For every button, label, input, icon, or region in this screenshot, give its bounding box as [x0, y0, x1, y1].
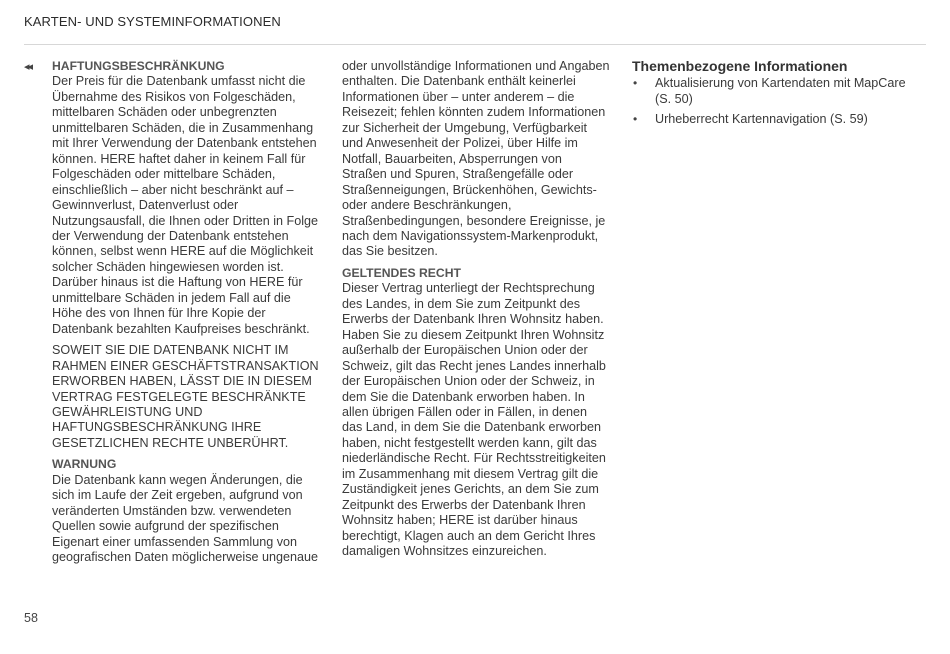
- bullet-icon: •: [633, 76, 638, 90]
- related-link-label[interactable]: Aktualisierung von Kartendaten mit MapCare (S. 50): [655, 76, 906, 106]
- bullet-icon: •: [633, 112, 638, 126]
- heading-geltendes-recht: GELTENDES RECHT: [342, 265, 461, 280]
- column-left: [52, 59, 320, 566]
- page-number: 58: [24, 611, 38, 625]
- paragraph-warning-continued: oder unvollständige Informationen und Angaben enthalten. Die Datenbank enthält keinerlei Informationen über – unter anderem – die Reisezeit; fehlen könnten zudem Informationen zur Sicherheit der Umgebung, Verfügbarkeit und Anwesenheit der Polizei, über Hilfe im Notfall, Bauarbeiten, Absperrungen von Straßen und Spuren, Straßengefälle oder Straßenneigungen, Brückenhöhen, Gewichts- oder andere Beschränkungen, Straßenbedingungen, besondere Ereignisse, je nach dem Navigationssystem-Markenprodukt, das Sie besitzen.: [342, 59, 610, 259]
- heading-warnung: WARNUNG: [52, 457, 117, 472]
- related-information: [632, 59, 922, 133]
- heading-haftungsbeschraenkung: HAFTUNGSBESCHRÄNKUNG: [52, 59, 225, 73]
- paragraph-applicable-law: Dieser Vertrag unterliegt der Rechtsprechung des Landes, in dem Sie zum Zeitpunkt des Erwerbs der Datenbank Ihren Wohnsitz haben. Haben Sie zu diesem Zeitpunkt Ihren Wohnsitz außerhalb der Europäischen Union oder der Schweiz, gilt das Recht jenes Landes innerhalb der Europäischen Union oder der Schweiz, in dem Sie die Datenbank erworben haben. In allen übrigen Fällen oder in Fällen, in denen das Land, in dem Sie die Datenbank erworben haben, nicht festgestellt werden kann, gilt das niederländische Recht. Für Rechtsstreitigkeiten im Zusammenhang mit diesem Vertrag gilt die Zuständigkeit jenes Gerichts, an dem Sie zum Zeitpunkt des Erwerbs der Datenbank Ihren Wohnsitz haben; HERE ist darüber hinaus berechtigt, Klagen auch an dem Gericht Ihres damaligen Wohnsitzes einzureichen.: [342, 281, 606, 559]
- paragraph-liability: Der Preis für die Datenbank umfasst nicht die Übernahme des Risikos von Folgeschäden, mittelbaren Schäden oder unbegrenzten unmittelbaren Schäden, die in Zusammenhang mit Ihrer Verwendung der Datenbank entstehen können. HERE haftet daher in keinem Fall für Folgeschäden oder mittelbare Schäden, einschließlich – aber nicht beschränkt auf – Gewinnverlust, Datenverlust oder Nutzungsausfall, die Ihnen oder Dritten in Folge der Verwendung der Datenbank entstehen können, selbst wenn HERE auf die Möglichkeit solcher Schäden hingewiesen worden ist. Darüber hinaus ist die Haftung von HERE für unmittelbare Schäden in jedem Fall auf die Höhe des von Ihnen für Ihre Kopie der Datenbank bezahlten Kaufpreises beschränkt.: [52, 74, 319, 336]
- column-middle: [342, 59, 610, 560]
- paragraph-consumer-rights: SOWEIT SIE DIE DATENBANK NICHT IM RAHMEN EINER GESCHÄFTSTRANSAKTION ERWORBEN HABEN, LÄSST DIE IN DIESEM VERTRAG FESTGELEGTE BESCHRÄNKTE GEWÄHRLEISTUNG UND HAFTUNGSBESCHRÄNKUNG IHRE GESETZLICHEN RECHTE UNBERÜHRT.: [52, 343, 319, 450]
- related-information-title: Themenbezogene Informationen: [632, 58, 848, 74]
- related-link-label[interactable]: Urheberrecht Kartennavigation (S. 59): [655, 112, 868, 126]
- continued-arrow-icon: ◂◂: [24, 61, 32, 73]
- paragraph-warning: Die Datenbank kann wegen Änderungen, die sich im Laufe der Zeit ergeben, aufgrund von veränderten Umständen bzw. verwendeten Quellen sowie aufgrund der spezifischen Eigenart einer umfassenden Sammlung von geografischen Daten möglicherweise ungenaue: [52, 472, 319, 565]
- related-link-mapcare[interactable]: [632, 76, 922, 107]
- page-header: KARTEN- UND SYSTEMINFORMATIONEN: [24, 14, 926, 45]
- related-link-copyright[interactable]: [632, 112, 922, 128]
- related-links-list: [632, 76, 922, 128]
